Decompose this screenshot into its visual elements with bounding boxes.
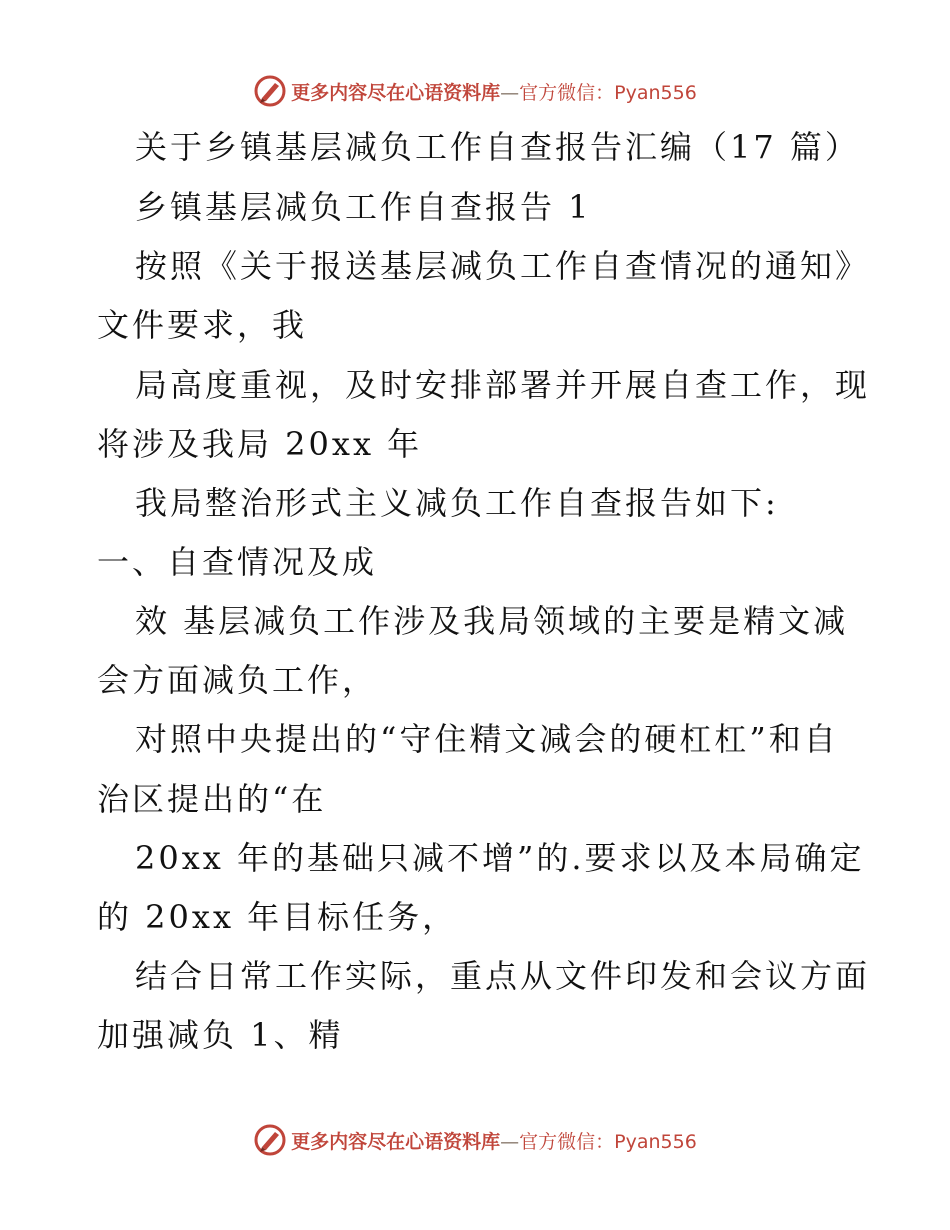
body-line: 一、自查情况及成 bbox=[97, 543, 378, 581]
banner-site-name: 更多内容尽在心语资料库 bbox=[291, 81, 501, 104]
body-line: 对照中央提出的“守住精文减会的硬杠杠”和自 bbox=[135, 720, 839, 758]
body-line: 将涉及我局 20xx 年 bbox=[97, 425, 423, 463]
body-line: 局高度重视，及时安排部署并开展自查工作，现 bbox=[135, 366, 871, 404]
banner-separator: — bbox=[500, 81, 520, 104]
body-line: 的 20xx 年目标任务， bbox=[97, 898, 458, 936]
banner-separator: — bbox=[500, 1130, 520, 1153]
body-line: 我局整治形式主义减负工作自查报告如下: bbox=[135, 484, 779, 522]
body-line: 会方面减负工作， bbox=[97, 661, 378, 699]
body-line: 加强减负 1、精 bbox=[97, 1016, 344, 1054]
body-line: 治区提出的“在 bbox=[97, 780, 327, 818]
body-line: 20xx 年的基础只减不增”的.要求以及本局确定 bbox=[135, 839, 865, 877]
body-line: 按照《关于报送基层减负工作自查情况的通知》 bbox=[135, 247, 871, 285]
body-line: 文件要求，我 bbox=[97, 306, 308, 344]
body-line: 结合日常工作实际，重点从文件印发和会议方面 bbox=[135, 957, 871, 995]
banner-site-name: 更多内容尽在心语资料库 bbox=[291, 1130, 501, 1153]
pen-circle-logo-icon bbox=[253, 74, 287, 108]
banner-wechat: 官方微信：Pyan556 bbox=[519, 81, 697, 104]
pen-circle-logo-icon bbox=[253, 1123, 287, 1157]
banner-wechat: 官方微信：Pyan556 bbox=[519, 1130, 697, 1153]
body-line: 效 基层减负工作涉及我局领域的主要是精文减 bbox=[135, 602, 849, 640]
header-banner bbox=[0, 71, 950, 111]
footer-banner bbox=[0, 1120, 950, 1160]
document-title: 关于乡镇基层减负工作自查报告汇编（17 篇） bbox=[135, 128, 860, 166]
banner-text bbox=[291, 78, 697, 105]
banner-text bbox=[291, 1127, 697, 1154]
section-heading: 乡镇基层减负工作自查报告 1 bbox=[135, 188, 592, 226]
